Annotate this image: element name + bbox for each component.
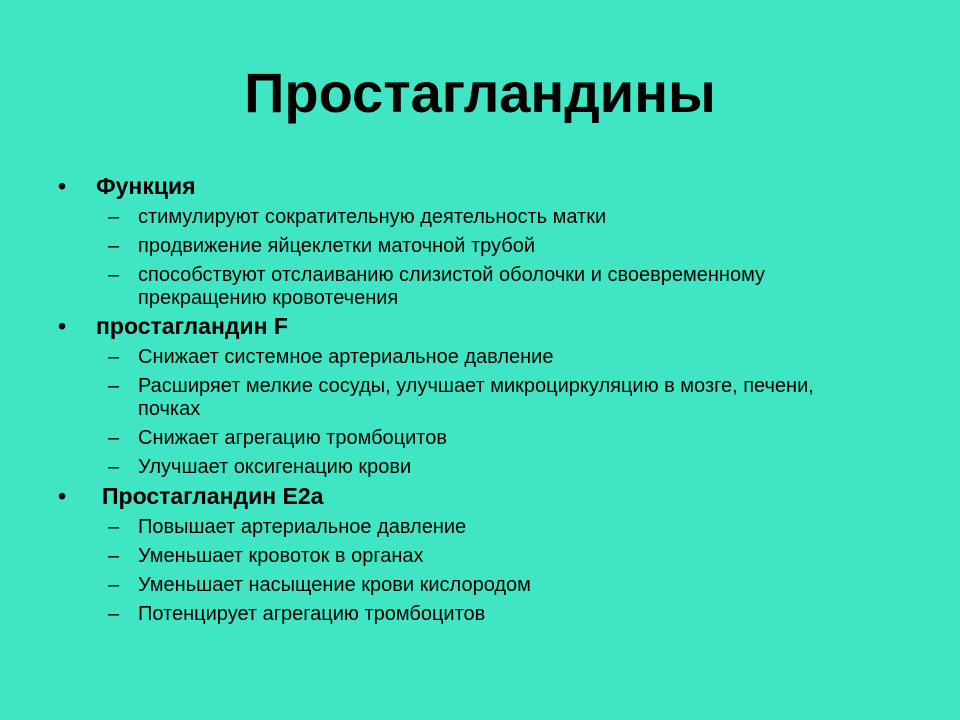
bullet-icon: • — [58, 313, 67, 339]
list-item-text: Повышает артериальное давление — [138, 516, 467, 538]
section-prostaglandin-e2a — [58, 482, 918, 626]
list-item-text: Потенцирует агрегацию тромбоцитов — [138, 603, 486, 625]
list-item-text: способствуют отслаиванию слизистой оболочки и своевременному прекращению кровотечения — [138, 264, 766, 309]
dash-icon: – — [108, 545, 120, 567]
list-item-text: Уменьшает насыщение крови кислородом — [138, 574, 531, 596]
section-prostaglandin-f — [58, 312, 918, 479]
list-item — [58, 375, 818, 421]
list-item — [58, 264, 818, 310]
dash-icon: – — [108, 574, 120, 596]
list-item — [58, 545, 818, 568]
dash-icon: – — [108, 427, 120, 449]
dash-icon: – — [108, 516, 120, 538]
dash-icon: – — [108, 206, 120, 228]
bullet-icon: • — [58, 483, 67, 509]
sub-list — [58, 346, 918, 479]
list-item-text: Снижает системное артериальное давление — [138, 346, 554, 368]
bullet-heading — [58, 312, 918, 340]
section-heading: простагландин F — [96, 313, 288, 339]
list-item-text: продвижение яйцеклетки маточной трубой — [138, 235, 536, 257]
dash-icon: – — [108, 603, 120, 625]
list-item — [58, 206, 818, 229]
list-item — [58, 574, 818, 597]
dash-icon: – — [108, 456, 120, 478]
dash-icon: – — [108, 235, 120, 257]
list-item — [58, 346, 818, 369]
bullet-icon: • — [58, 173, 67, 199]
sub-list — [58, 206, 918, 310]
list-item — [58, 603, 818, 626]
slide-title: Простагландины — [244, 61, 716, 124]
dash-icon: – — [108, 375, 120, 397]
bullet-heading — [58, 482, 918, 510]
dash-icon: – — [108, 346, 120, 368]
list-item — [58, 516, 818, 539]
list-item-text: Снижает агрегацию тромбоцитов — [138, 427, 447, 449]
list-item-text: Расширяет мелкие сосуды, улучшает микроциркуляцию в мозге, печени, почках — [138, 375, 814, 420]
sub-list — [58, 516, 918, 626]
list-item-text: Уменьшает кровоток в органах — [138, 545, 424, 567]
list-item — [58, 456, 818, 479]
bullet-heading — [58, 172, 918, 200]
list-item-text: стимулируют сократительную деятельность матки — [138, 206, 607, 228]
list-item — [58, 235, 818, 258]
list-item — [58, 427, 818, 450]
list-item-text: Улучшает оксигенацию крови — [138, 456, 412, 478]
section-heading: Функция — [96, 173, 196, 199]
dash-icon: – — [108, 264, 120, 286]
section-function — [58, 172, 918, 310]
section-heading: Простагландин Е2а — [102, 483, 324, 509]
